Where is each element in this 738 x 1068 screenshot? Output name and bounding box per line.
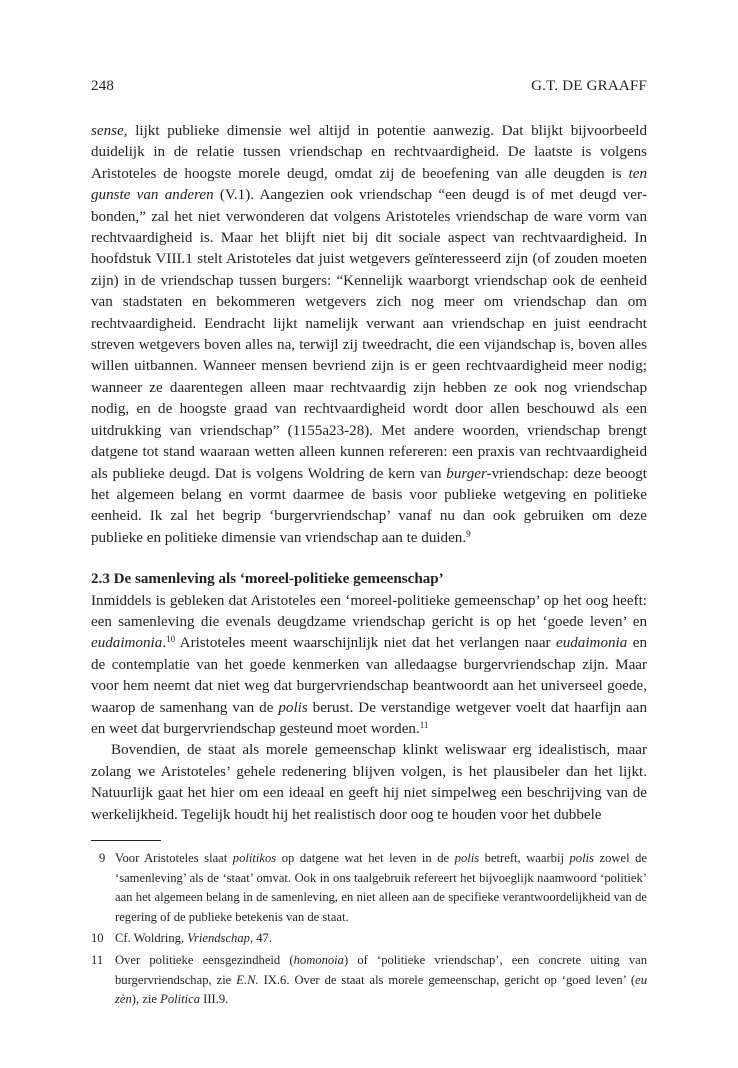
text-span: . (162, 635, 167, 652)
footnote-10 (91, 929, 647, 949)
italic-term: burger- (446, 465, 492, 482)
italic-term: eudaimonia (556, 635, 628, 652)
text-span: vriendschap: deze beoogt het algemeen belang en vormt daarmee de basis voor publieke wetgeving en politieke eenheid. Ik zal het begrip ‘burgervriendschap’ vanaf nu dan ook gebruiken om deze publieke en politieke dimensie van vriendschap aan te duiden. (91, 465, 647, 546)
footnote-text: Cf. Woldring, Vriendschap, 47. (115, 931, 272, 946)
footnote-ref-11[interactable]: 11 (419, 719, 429, 730)
text-span: en de contemplatie van het goede kenmerken van alledaagse burgervriendschap zijn. Maar voor hem neemt dat niet weg dat burgervriendschap beantwoordt aan het universeel goede, waarop de samenhang van de (91, 635, 647, 716)
text-span: (V.1). Aangezien ook vriendschap “een deugd is of met deugd verbonden,” zal het niet verwonderen dat volgens Aristoteles vriendschap de ware vorm van rechtvaardigheid is. Maar het blijft niet bij dit sociale aspect van rechtvaardigheid. In hoofdstuk VIII.1 stelt Aristoteles dat juist wetgevers geïnteresseerd zijn (of zouden moeten zijn) in de vriendschap tussen burgers: “Kennelijk waarborgt vriendschap ook de eenheid van stadstaten en bekommeren wetgevers zich nog meer om vriendschap dan om rechtvaardigheid. Eendracht lijkt namelijk verwant aan vriendschap en juist eendracht streven wetgevers boven alles na, terwijl zij tweedracht, die een vijandschap is, boven alles willen uitbannen. Wanneer mensen bevriend zijn is er geen rechtvaardigheid meer nodig; wanneer ze daarentegen alleen maar rechtvaardig zijn hebben ze ook nog vriendschap nodig, en de hoogste graad van rechtvaardigheid wordt door allen beschouwd als een uitdrukking van vriendschap” (1155a23-28). Met andere woorden, vriendschap brengt datgene tot stand waaraan wetten alleen kunnen refereren: een praxis van rechtvaardigheid als publieke deugd. Dat is volgens Woldring de kern van (91, 187, 647, 482)
italic-term: polis (278, 699, 308, 716)
main-text (91, 121, 647, 826)
italic-term: eudaimonia (91, 635, 163, 652)
text-span: berust. De verstandige wetgever voelt dat haarfijn aan en weet dat burgervriendschap gesteund moet worden. (91, 699, 647, 737)
text-span: Inmiddels is gebleken dat Aristoteles een ‘moreel-politieke gemeenschap’ op het oog heeft: een samenleving die evenals deugdzame vriendschap gericht is op het ‘goede leven’ en (91, 592, 647, 630)
footnote-9 (91, 849, 647, 927)
paragraph-3: Bovendien, de staat als morele gemeenschap klinkt weliswaar erg idealistisch, maar zolang we Aristoteles’ gehele redenering blijven volgen, is het plausibeler dan het lijkt. Natuurlijk gaat het hier om een ideaal en geeft hij niet simpelweg een beschrijving van de werkelijkheid. Tegelijk houdt hij het realistisch door oog te houden voor het dubbele (91, 742, 647, 823)
section-heading: 2.3 De samenleving als ‘moreel-politieke gemeenschap’ (91, 571, 444, 588)
footnote-ref-9[interactable]: 9 (466, 528, 471, 539)
italic-term: ten gunste van anderen (91, 165, 647, 204)
footnote-11 (91, 951, 647, 1010)
footnote-divider (91, 840, 161, 841)
text-span: Aristoteles meent waarschijnlijk niet dat het verlangen naar (175, 635, 557, 652)
footnote-ref-10[interactable]: 10 (166, 634, 176, 645)
page-header (91, 78, 647, 95)
running-head: G.T. DE GRAAFF (531, 78, 647, 94)
paragraph-2 (91, 591, 647, 741)
italic-term: sense (91, 123, 124, 139)
footnotes (91, 849, 647, 1012)
footnote-text: Over politieke eensgezindheid (homonoia) of ‘politieke vriendschap’, een concrete uiting van burgervriendschap, zie E.N. IX.6. Over de staat als morele gemeenschap, gericht op ‘goed leven’ (eu zèn), zie Politica III.9. (115, 952, 647, 1007)
footnote-number: 9 (99, 851, 106, 865)
paragraph-1 (91, 121, 647, 549)
footnote-number: 11 (91, 952, 104, 967)
page-number: 248 (91, 78, 115, 94)
text-span: , lijkt publieke dimensie wel altijd in potentie aanwezig. Dat blijkt bijvoorbeeld duidelijk in de relatie tussen vriendschap en rechtvaardigheid. De laatste is volgens Aristoteles de hoogste morele deugd, omdat zij de beoefening van alle deugden is (91, 123, 647, 182)
footnote-text: Voor Aristoteles slaat politikos op datgene wat het leven in de polis betreft, waarbij polis zowel de ‘samenleving’ als de ‘staat’ omvat. Ook in ons taalgebruik refereert het bijvoeglijk naamwoord ‘politiek’ aan het algemeen belang in de samenleving, en niet alleen aan de specifieke verantwoordelijkheid van de regering of de publieke betekenis van de staat. (115, 851, 647, 924)
footnote-number: 10 (91, 931, 104, 946)
